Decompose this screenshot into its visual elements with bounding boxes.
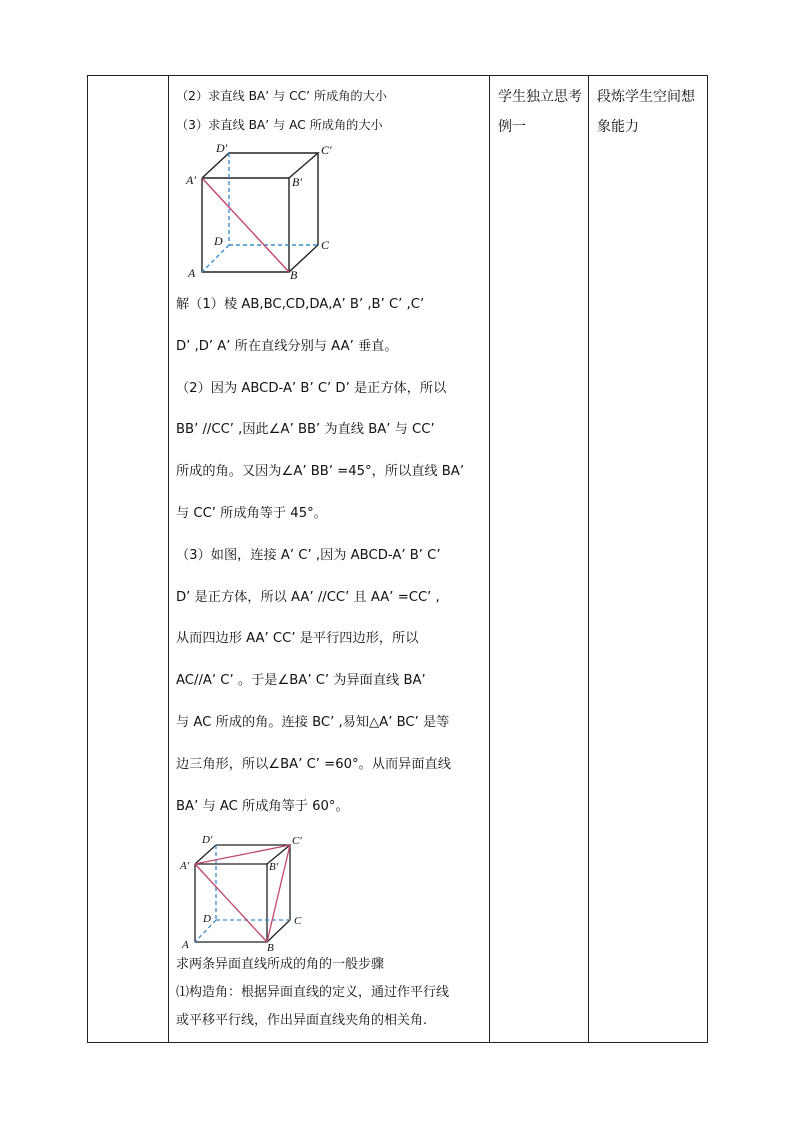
step-1-cont: 或平移平行线，作出异面直线夹角的相关角. xyxy=(176,1013,428,1029)
steps-title: 求两条异面直线所成的角的一般步骤 xyxy=(176,957,385,973)
solution-line: 所成的角。又因为∠A’ BB’ =45°，所以直线 BA’ xyxy=(176,464,465,480)
student-activity-line: 学生独立思考 xyxy=(498,89,582,105)
solution-line: 与 AC 所成的角。连接 BC’ ,易知△A’ BC’ 是等 xyxy=(176,714,450,730)
design-intent-cell xyxy=(589,76,708,1043)
label-d1: D′ xyxy=(202,834,213,847)
design-intent-line: 象能力 xyxy=(597,119,639,135)
solution-line: BA’ 与 AC 所成角等于 60°。 xyxy=(176,798,349,814)
solution xyxy=(176,284,483,827)
label-b1: B′ xyxy=(269,861,279,874)
solution-line: （3）如图，连接 A’ C’ ,因为 ABCD-A’ B’ C’ xyxy=(176,547,441,563)
design-intent-line: 段炼学生空间想 xyxy=(597,89,695,105)
solution-line: BB’ //CC’ ,因此∠A’ BB’ 为直线 BA’ 与 CC’ xyxy=(176,422,435,438)
table-row xyxy=(88,76,708,1043)
label-a: A xyxy=(188,266,196,280)
solution-line: 与 CC’ 所成角等于 45°。 xyxy=(176,505,327,521)
questions xyxy=(176,82,483,140)
student-activity-line: 例一 xyxy=(498,119,526,135)
label-d1: D′ xyxy=(216,142,228,155)
label-c: C xyxy=(321,238,330,252)
question-3: （3）求直线 BA’ 与 AC 所成角的大小 xyxy=(176,118,383,132)
label-c1: C′ xyxy=(321,143,332,157)
solution-line: 边三角形，所以∠BA’ C’ =60°。从而异面直线 xyxy=(176,756,451,772)
label-a1: A′ xyxy=(186,173,196,187)
label-c1: C′ xyxy=(292,835,302,848)
solution-line: 解（1）棱 AB,BC,CD,DA,A’ B’ ,B’ C’ ,C’ xyxy=(176,297,425,312)
content-cell xyxy=(169,76,490,1043)
label-c: C xyxy=(294,915,302,928)
cube-figure-1 xyxy=(178,142,338,280)
general-steps xyxy=(176,951,483,1035)
label-b1: B′ xyxy=(292,175,302,189)
solution-line: 从而四边形 AA’ CC’ 是平行四边形，所以 xyxy=(176,631,419,647)
label-b: B xyxy=(290,268,298,280)
solution-line: AC//A’ C’ 。于是∠BA’ C’ 为异面直线 BA’ xyxy=(176,673,426,689)
empty-cell xyxy=(88,76,169,1043)
solution-line: （2）因为 ABCD-A’ B’ C’ D’ 是正方体，所以 xyxy=(176,380,447,396)
label-b: B xyxy=(267,942,274,954)
cube-figure-2 xyxy=(178,833,318,953)
student-activity-cell xyxy=(490,76,589,1043)
solution-line: D’ ,D’ A’ 所在直线分别与 AA’ 垂直。 xyxy=(176,338,398,354)
question-2: （2）求直线 BA’ 与 CC’ 所成角的大小 xyxy=(176,89,387,103)
solution-line: D’ 是正方体，所以 AA’ //CC’ 且 AA’ =CC’ , xyxy=(176,589,440,605)
label-d: D xyxy=(214,234,223,248)
step-1: ⑴构造角：根据异面直线的定义，通过作平行线 xyxy=(176,985,450,1001)
label-d: D xyxy=(203,913,211,926)
label-a1: A′ xyxy=(180,860,190,873)
lesson-table xyxy=(87,75,708,1043)
label-a: A xyxy=(182,939,189,952)
